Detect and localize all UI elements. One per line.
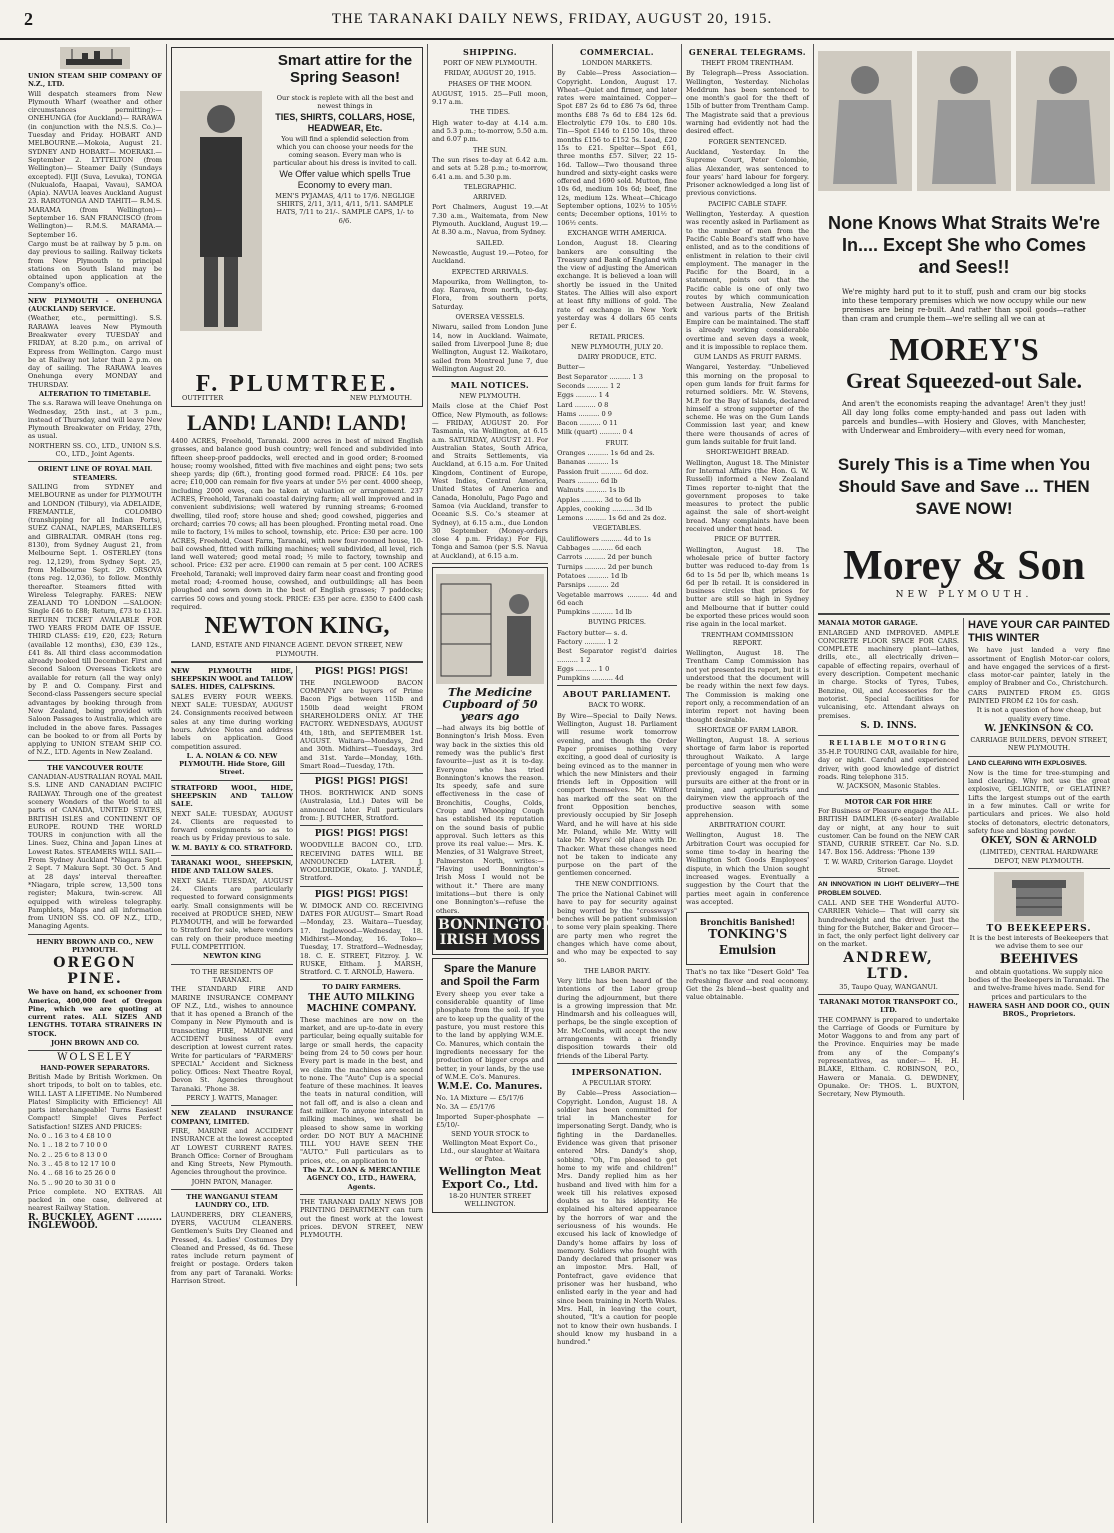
- manure-price: No. 1A Mixture — £5/17/6: [436, 1094, 524, 1103]
- manure-name: W.M.E. Co. Manures.: [437, 1082, 543, 1093]
- vancouver-title: THE VANCOUVER ROUTE: [47, 763, 143, 772]
- hire-title: MOTOR CAR FOR HIRE: [844, 797, 933, 806]
- car-painted-prices: CARS PAINTED FROM £5. GIGS PAINTED FROM £2 10s for cash.: [968, 688, 1110, 706]
- price-row: Best Separator regist'd dairies .......... 1 2: [557, 647, 677, 664]
- column-ads: [167, 44, 428, 1523]
- parliament-heading: ABOUT PARLIAMENT.: [562, 689, 672, 700]
- orient-title: ORIENT LINE OF ROYAL MAIL STEAMERS.: [37, 465, 153, 482]
- pigs-title: PIGS! PIGS! PIGS!: [314, 829, 409, 840]
- tonking-headline: Bronchitis Banished!: [699, 917, 796, 928]
- plumtree-offer: We Offer value which spells True Economy to every man.: [279, 168, 411, 190]
- standard-fire-body: THE STANDARD FIRE AND MARINE INSURANCE COMPANY OF N.Z., Ltd., wishes to announce that it has opened a Branch of the Company in New Plymouth and is transacting FIRE, MARINE and ACCIDENT business of every description at lowest current rates. Write for particulars of "FARMERS' SPECIAL" Accident and Sickness policy. Offices: Next Theatre Royal, Devon St. Agencies throughout Taranaki. 'Phone 38.: [171, 985, 293, 1093]
- sun-body: The sun rises to-day at 6.42 a.m. and sets at 5.28 p.m.; to-morrow, 6.41 a.m. and 5.30 p.m.: [432, 155, 548, 181]
- transport-body: THE COMPANY is prepared to undertake the Carriage of Goods or Furniture by Motor Waggons to and from any part of the Province. Enquiries may be made from any of the Company's representatives, as under:— H. H. BLAKE, Eltham. C. ROBINSON, P.O., Hawera or Manaia. G. DEWDNEY, Opunake. Or: THOS. L. BUXTON, Secretary, New Plymouth.: [818, 1015, 959, 1099]
- mail-np-heading: NEW PLYMOUTH.: [459, 392, 521, 401]
- cupboard-illustration: [436, 574, 544, 684]
- morey-body: We're mighty hard put to it to stuff, push and cram our big stocks into these temporary premises which we now occupy while our new premises are being re-built. And rather than spoil goods—rather than cram and crumple them—we're selling all we can at: [842, 288, 1086, 323]
- np-hide-body: SALES EVERY FOUR WEEKS. NEXT SALE: TUESDAY, AUGUST 24. Consignments received between sales at any time during working hours. Advice Notes and address labels on application. Good competition assured.: [171, 692, 293, 751]
- buying-heading: BUYING PRICES.: [588, 618, 646, 627]
- taranaki-wool-title: TARANAKI WOOL, SHEEPSKIN, HIDE AND TALLOW SALES.: [171, 859, 293, 876]
- union-sign: NORTHERN SS. CO., LTD., UNION S.S. CO., LTD., Joint Agents.: [28, 441, 162, 459]
- tea-body: That's no tax like "Desert Gold" Tea refreshing flavor and real economy. Get the 2s blend—best quality and value obtainable.: [686, 968, 809, 1002]
- morey-location: NEW PLYMOUTH.: [895, 590, 1033, 600]
- manure-headline: Spare the Manure and Spoil the Farm: [440, 962, 540, 988]
- trentham-body: By Telegraph—Press Association. Wellington, Yesterday. Nicholas Meddrum has been sentenced to one month's gaol for the theft of 15lb of butter from Trentham Camp. The Magistrate said that a previous warning had evidently not had the desired effect.: [686, 69, 809, 136]
- trentham-heading: THEFT FROM TRENTHAM.: [701, 59, 794, 67]
- story-heading: A PECULIAR STORY.: [582, 1078, 652, 1087]
- inglewood-bacon-body: THE INGLEWOOD BACON COMPANY are buyers of Prime Bacon Pigs between 115lb and 150lb dead weight FROM SHAREHOLDERS ONLY. AT THE FACTORY. WEDNESDAYS, AUGUST 4th, 18th, and SEPTEMBER 1st. AUGUST. Waitara—Mondays, 2nd and 30th. Midhirst—Tuesdays, 3rd and 31st. Yarde—Monday, 16th. Smart Road—Tuesday, 17th.: [300, 678, 423, 770]
- telegraphic-heading: TELEGRAPHIC.: [463, 182, 517, 191]
- wolseley-title: WOLSELEY: [57, 1052, 133, 1064]
- wolseley-row: No. 5 .. 90 20 to 30 31 0 0: [28, 1178, 116, 1187]
- price-row: Passion fruit .......... 6d doz.: [557, 467, 649, 476]
- residents-title: TO THE RESIDENTS OF TARANAKI.: [190, 967, 274, 984]
- manaia-body: ENLARGED AND IMPROVED. AMPLE CONCRETE FLOOR SPACE FOR CARS. COMPLETE machinery plant—lathes, drills, etc., all electrically driven—capable of effecting repairs, overhaul of every description. Competent mechanic in charge. Stocks of Tyres, Tubes, Benzine, Oil, and Accessories for the motorist. Special facilities for vulcanising, etc. Attendant always on premises.: [818, 628, 959, 720]
- price-row: Potatoes .......... 1d lb: [557, 571, 628, 580]
- watts-sign: PERCY J. WATTS, Manager.: [186, 1094, 278, 1103]
- wolseley-row: No. 1 .. 18 2 to 7 10 0 0: [28, 1141, 108, 1150]
- transport-title: TARANAKI MOTOR TRANSPORT CO., LTD.: [819, 997, 958, 1015]
- meat-company-address: 18-20 HUNTER STREET WELLINGTON.: [448, 1191, 532, 1208]
- sailed-body: Newcastle, August 19.—Poteo, for Auckland.: [432, 248, 548, 266]
- alteration-body: The s.s. Rarawa will leave Onehunga on Wednesday, 25th inst., at 3 p.m., instead of Thursday, and will leave New Plymouth Breakwater on Friday, 27th, as usual.: [28, 399, 162, 441]
- auto-milking-sign: The N.Z. LOAN & MERCANTILE AGENCY CO., LTD., HAWERA, Agents.: [302, 1166, 421, 1191]
- bonnington-ad: [432, 567, 569, 955]
- labour-heading: THE LABOR PARTY.: [583, 966, 651, 975]
- price-row: Apples, cooking .......... 3d lb: [557, 504, 652, 513]
- newton-king-sub: LAND, ESTATE AND FINANCE AGENT. DEVON STREET, NEW PLYMOUTH.: [191, 641, 403, 658]
- price-row: Turnips .......... 2d per bunch: [557, 562, 653, 571]
- tonking-ad: [686, 912, 809, 965]
- np-hide-title: NEW PLYMOUTH HIDE, SHEEPSKIN WOOL and TALLOW SALES. HIDES, CALFSKINS.: [171, 666, 293, 692]
- alteration-title: ALTERATION TO TIMETABLE.: [39, 389, 151, 398]
- arrived-body: Port Chalmers, August 19.—At 7.30 a.m., Waitemata, from New Plymouth. Auckland, August 19.—At 8.30 a.m., Navua, from Sydney.: [432, 203, 548, 237]
- sailed-heading: SAILED.: [476, 238, 504, 247]
- conditions-body: The price the National Cabinet will have to pay for security against being worried by the "crossways" benches will be patient submission to some very plain speaking. There are party men who regret the changes which have come about, and who may be expected to say so.: [557, 890, 677, 965]
- woodville-body: WOODVILLE BACON CO., LTD. RECEIVING DATES WILL BE ANNOUNCED LATER. J. WOOLDRIDGE, Okato. J. YANDLE, Stratford.: [300, 841, 423, 883]
- orient-body: SAILING from SYDNEY and MELBOURNE as under for PLYMOUTH and LONDON (Tilbury), via ADELAIDE, FREMANTLE, COLOMBO (transhipping for all Indian Ports), SUEZ CANAL, NAPLES, MARSEILLES and GIBRALTAR. OMRAH (tons reg. 8130), from Sydney August 21, from Melbourne Sept. 1. OSTERLEY (tons reg. 12,129), from Sydney Sept. 25, from Melbourne Sept. 29. ORSOVA (tons reg. 12,036), to follow. Monthly thereafter. Steamers fitted with Wireless Telegraphy. FARES: NEW ZEALAND TO LONDON —SALOON: Single £46 to £88; Return, £73 to £132. RETURN TICKET AVAILABLE FOR TWO YEARS FROM DATE OF ISSUE. THIRD CLASS: £19, £20, £23; Return (available 12 months), £30, £39 12s., £41 8s. All third class accommodation already booked till December. First and Second Saloon Overseas Tickets are available for return (all the way only) by P. and O. Company. First and Second-class Passengers secure special advantages by booking through from New Zealand, being provided with Saloon Passages to Australia, which are included in the above fares. Passages can be booked to or from all Ports by applying to UNION STEAM SHIP CO. of N.Z., LTD. Agents in New Zealand.: [28, 482, 162, 757]
- retail-heading: RETAIL PRICES.: [589, 332, 645, 341]
- union-title: UNION STEAM SHIP COMPANY OF N.Z., LTD.: [28, 72, 162, 89]
- dimock-body: W. DIMOCK AND CO. RECEIVING DATES FOR AUGUST— Smart Road—Monday, 23. Waitara—Tuesday, 17. Inglewood—Wednesday, 18. Midhirst—Monday, 16. Toko—Tuesday, 17. Stratford—Wednesday, 18. C. E. STREET, Fitzroy. J. W. RUSKE, Eltham. J. MARSH, Stratford. C. T. ARNOLD, Hawera.: [300, 901, 423, 977]
- job-printing-body: THE TARANAKI DAILY NEWS JOB PRINTING DEPARTMENT can turn out the finest work at the lowest prices. DEVON STREET, NEW PLYMOUTH.: [300, 1197, 423, 1240]
- morey-sale: Great Squeezed-out Sale.: [845, 368, 1083, 393]
- pigs-title: PIGS! PIGS! PIGS!: [314, 666, 409, 677]
- shipping-heading: SHIPPING.: [463, 47, 517, 57]
- labour-body: Very little has been heard of the intentions of the Labor group during the adjournment, but there is a growing impression that Mr. Hindmarsh and his colleagues will, perhaps, be the single exception of Mr. McCombs, will accept the new arrangements with a friendly disposition towards their old friends of the Liberal Party.: [557, 976, 677, 1060]
- price-row: Factory butter— s. d.: [557, 628, 628, 637]
- price-row: Vegetable marrows .......... 4d and 6d each: [557, 590, 677, 607]
- overseas-heading: OVERSEA VESSELS.: [455, 313, 525, 322]
- price-row: Pumpkins .......... 1d lb: [557, 608, 632, 617]
- beekeepers-title: TO BEEKEEPERS.: [986, 923, 1092, 934]
- vancouver-body: CANADIAN-AUSTRALIAN ROYAL MAIL S.S. LINE AND CANADIAN PACIFIC RAILWAY. Through one of the greatest scenery Wonders of the World to all parts of CANADA, UNITED STATES, BRITISH ISLES and CONTINENT OF EUROPE. ROUND THE WORLD TOURS in conjunction with all the Lines. Suez, China and Japan Lines at Lowest Rates. STEAMERS WILL SAIL— From Sydney Auckland *Niagara Sept. 2 Sept. 7 Makura Sept. 30 Oct. 5 And at 28 days' interval thereafter. *Niagara, triple screw, 13,500 tons register; Makura, twin-screw. All equipped with wireless telegraphy. Pamphlets, Maps and all information from UNION SS. CO. OF N.Z., LTD., Managing Agents.: [28, 773, 162, 931]
- mail-notices-heading: MAIL NOTICES.: [450, 380, 530, 391]
- newton-king-name: NEWTON KING,: [204, 613, 390, 640]
- woman-illustration: [1016, 51, 1110, 191]
- hire-body: For Business or Pleasure engage the ALL-BRITISH DAIMLER (6-seater) Available day or night, at any hour to suit customer. Can be found on the NEW CAR STAND, CURRIE STREET. Car No. S.D. 147. Box 156. Address: 'Phone 139: [818, 806, 959, 857]
- gentleman-illustration: [180, 91, 262, 331]
- price-row: Factory .......... 1 2: [557, 638, 618, 646]
- woman-illustration: [818, 51, 912, 191]
- wolseley-row: No. 2 .. 25 6 to 8 13 0 0: [28, 1150, 108, 1159]
- okey-sub: (LIMITED), CENTRAL HARDWARE DEPOT, NEW PLYMOUTH.: [979, 848, 1099, 865]
- nz-insurance-body: FIRE, MARINE and ACCIDENT INSURANCE at the lowest accepted AT LOWEST CURRENT RATES. Branch Office: Corner of Brougham and King Streets, New Plymouth. Agencies throughout the province.: [171, 1126, 293, 1177]
- auto-milking-title: THE AUTO MILKING MACHINE COMPANY.: [306, 992, 417, 1014]
- price-row: Lemons .......... 1s 6d and 2s doz.: [557, 514, 667, 523]
- morey-headline: None Knows What Straits We're In.... Except She who Comes and Sees!!: [828, 213, 1100, 277]
- price-row: Parsnips .......... 2d: [557, 581, 620, 590]
- pigs-title: PIGS! PIGS! PIGS!: [314, 889, 409, 900]
- price-row: Oranges .......... 1s 6d and 2s.: [557, 449, 655, 458]
- plumtree-body2: You will find a splendid selection from which you can choose your needs for the coming season. Every man who is particular about his dress is invited to call.: [273, 134, 417, 168]
- beehive-icon: [994, 872, 1084, 922]
- innovation-body: CALL AND SEE THE Wonderful AUTO-CARRIER Vehicle— That will carry six hundredweight and the driver. Just the thing for the Butcher, Baker and Grocer—in fact, the only perfect light delivery car on the market.: [818, 898, 959, 949]
- price-row: Butter—: [557, 363, 586, 372]
- bayly-sign: W. M. BAYLY & CO. STRATFORD.: [171, 843, 293, 852]
- inns-sign: S. D. INNS.: [860, 720, 917, 731]
- conditions-heading: THE NEW CONDITIONS.: [575, 879, 659, 888]
- forger-heading: FORGER SENTENCED.: [708, 137, 787, 146]
- price-row: Seconds .......... 1 2: [557, 381, 621, 390]
- parliament-body: By Wire—Special to Daily News. Wellington, August 18. Parliament will resume work tomorrow evening, and though the Order Paper promises nothing very exciting, a good deal of curiosity is being evinced as to the manner in which the new Ministers and their friends left in Opposition will comport themselves. Mr. Wilford has marked off the seat on the front Opposition benches, previously occupied by Sir Joseph Ward, and he will have at his side Mr. Poland, while Mr. Witty will take Mr. Myers' old place with Dr. Thacker. What these changes need not be taken to indicate any purpose on the part of the gentlemen concerned.: [557, 711, 677, 878]
- story-body: By Cable—Press Association—Copyright. London, August 18. A soldier has been committed for trial in Manchester for impersonating Sergt. Dandy, who is fighting in the Dardanelles. Evidence was given that prisoner entered Mrs. Dandy's shop, sobbing. "Oh, I'm pleased to get home to my wife and children!" Mrs. Dandy replied him as her husband and lived with him for a week till his relatives exposed doubts as to his identity. He explained his altered appearance by the horrors of war and the seriousness of his wounds. He excused his lack of knowledge of Dandy's home affairs by loss of memory. Soldiers who fought with Dandy declared that prisoner was an impostor. Mrs. Hall, of Pontefract, gave evidence that prisoner was her husband, who enlisted early in the year and had since been training in North Wales. Mrs. Hall, in leaving the court, shouted, "It's a caution for people not to know their own husbands. I should know my husband in a hundred.": [557, 1089, 677, 1347]
- mail-body: Mails close at the Chief Post Office, New Plymouth, as follows:— FRIDAY, AUGUST 20. For Tasmania, via Wellington, at 6.15 a.m. SATURDAY, AUGUST 21. For Australian States, South Africa, and Straits Settlements, via Auckland, at 6.15 a.m. For United Kingdom, Continent of Europe, West Indies, Central America, United States of America and Canada, Honolulu, Pago Pago and Samoa (via Auckland, transfer to Oceanic S.S. Co.'s steamer at Sydney), at 6.15 a.m., due London 30 September. (Money-orders close 4 p.m. Friday.) For Fiji, Tonga and Samoa (per S.S. Navua at Auckland), at 6.15 a.m.: [432, 402, 548, 560]
- impersonation-heading: IMPERSONATION.: [571, 1066, 663, 1077]
- date-line: FRIDAY, AUGUST 20, 1915.: [444, 69, 536, 78]
- morey-body2: And aren't the economists reaping the advantage! Aren't they just! All day long folks come empty-handed and pass out laden with parcels and bundles—with Hosiery and Gloves, with Manchester, with Underwear and Embroidery—with every need for woman,: [842, 400, 1086, 435]
- wolseley-body: British Made by British Workmen. On short tripods, to bolt on to tables, etc. WILL LAST A LIFETIME. No Numbered Plates! Simplicity with Efficiency! All parts interchangeable! Turns Easiest! Compact! Simple! Gives Perfect Satisfaction! SIZES AND PRICES:: [28, 1072, 162, 1131]
- column-large-ads: [814, 44, 1114, 1523]
- page-number: 2: [24, 8, 34, 29]
- exchange-body: London, August 18. Clearing bankers are consulting the Treasury and Bank of England with the view of adjusting the American exchange. It is believed a loan will shortly be issued in the United States. The Allies will also export at least fifty millions of gold. The rate of exchange in New York yesterday was 4 dollars 65 cents per £.: [557, 239, 677, 331]
- overseas-body: Niwaru, sailed from London June 14, now in Auckland. Waimate, sailed from Liverpool June 8; due Wellington, August 12. Waikotaro, sailed from Montreal June 7, due Wellington August 20.: [432, 323, 548, 373]
- land-title: LAND! LAND! LAND!: [187, 410, 407, 435]
- wanganui-laundry-body: LAUNDERERS, DRY CLEANERS, DYERS, VACUUM CLEANERS. Gentlemen's Suits Dry Cleaned and Pressed, 4s. Ladies' Costumes Dry Cleaned and Pressed, 4s 6d. These rates include return payment of freight or postage. Orders taken from any part of Taranaki. Works: Harrison Street.: [171, 1210, 293, 1286]
- tides-body: High water to-day at 4.14 a.m. and 5.3 p.m.; to-morrow, 5.50 a.m. and 6.07 p.m.: [432, 118, 548, 144]
- hawera-sign: HAWERA SASH AND DOOR CO., QUIN BROS., Proprietors.: [968, 1001, 1110, 1019]
- column-shipping-news: [428, 44, 569, 1523]
- pigs-title: PIGS! PIGS! PIGS!: [314, 777, 409, 788]
- newton-king-sign: NEWTON KING: [203, 952, 261, 961]
- cable-body: Wellington, Yesterday. A question was recently asked in Parliament as to the number of men from the Pacific Cable Board's staff who have enlisted, and as to the conditions of enlistment in relation to their civil employment. The manager in the Pacific for the Board, in a statement, points out that the Pacific cable is one of only two routes by which communication between Australia, New Zealand and various parts of the British Empire can be maintained. The staff is already working considerable overtime and seven days a week, and it is impossible to replace them.: [686, 210, 809, 351]
- short-weight-body: Wellington, August 18. The Minister for Internal Affairs (the Hon. G. W. Russell) informed a New Zealand Times reporter to-night that the government proposes to take measures to protect the public against the sale of short-weight bread. Many complaints have been received under that head.: [686, 458, 809, 534]
- wolseley-row: No. 3 .. 45 8 to 12 17 10 0: [28, 1159, 116, 1168]
- forger-body: Auckland, Yesterday. In the Supreme Court, Peter Colombie, alias Alexander, was sentenced to four years' hard labour for forgery. Prisoner acknowledged a long list of previous convictions.: [686, 147, 809, 198]
- dairy-farmers-title: TO DAIRY FARMERS.: [322, 983, 401, 992]
- column-commercial: [553, 44, 682, 1523]
- manure-ad: [432, 958, 548, 1213]
- manure-foot: SEND YOUR STOCK to Wellington Meat Export Co., Ltd., our slaughter at Waitara or Patea.: [440, 1130, 540, 1164]
- moon-body: AUGUST, 1915. 25—Full moon, 9.17 a.m.: [432, 89, 548, 107]
- price-row: Apples .......... 3d to 6d lb: [557, 495, 641, 504]
- commission-heading: TRENTHAM COMMISSION REPORT.: [701, 630, 794, 647]
- plumtree-items: TIES, SHIRTS, COLLARS, HOSE, HEADWEAR, Etc.: [275, 111, 415, 133]
- morey-illustration-row: [818, 48, 1110, 188]
- price-row: Cauliflowers .......... 4d to 1s: [557, 534, 651, 543]
- price-row: Milk (quart) .......... 0 4: [557, 428, 634, 437]
- tonking-name: TONKING'S Emulsion: [707, 927, 788, 959]
- innovation-title: AN INNOVATION IN LIGHT DELIVERY—THE PROBLEM SOLVED.: [818, 881, 959, 897]
- beekeepers-body2: and obtain quotations. We supply nice bodies of the Beekeepers in Taranaki. The and twelve-frame hives made. Send for prices and particulars to the: [968, 967, 1110, 1001]
- commission-body: Wellington, August 18. The Trentham Camp Commission has not yet presented its report, but it is understood that the document will be ready within the next few days. The Commission is making one report only, a recommendation of an interim report not having been thought desirable.: [686, 649, 809, 724]
- arbitration-heading: ARBITRATION COURT.: [709, 821, 786, 830]
- gum-lands-heading: GUM LANDS AS FRUIT FARMS.: [693, 353, 802, 362]
- plumtree-prices: MEN'S PYJAMAS, 4/11 to 17/6. NEGLIGE SHIRTS, 2/11, 3/11, 4/11, 5/11. SAMPLE HATS, 7/11 to 21/-. SAMPLE CAPS, 1/- to 6/6.: [275, 191, 415, 225]
- wolseley-foot: Price complete. NO EXTRAS. All packed in one case, delivered at nearest Railway Station.: [28, 1187, 162, 1213]
- bonnington-body: —had always its big bottle of Bonnington's Irish Moss. Even way back in the sixties this old remedy was the public's first favourite—just as it is to-day. Everyone who has tried Bonnington's knows the reason. Its speedy, safe and sure effectiveness in the case of Bronchitis, Coughs, Colds, Croup and Whooping Cough has established its reputation on the sound basis of public approval. Such letters as this prove its real value:— Mrs. K. Menzies, of 31 Walgrave Street, Palmerston North, writes:— "Having used Bonnington's Irish Moss I would not be without it." There are many imitations—but there is only one Bonnington's—refuse the others.: [436, 724, 544, 915]
- price-row: Eggs .......... 1 4: [557, 391, 610, 400]
- buckley-sign: R. BUCKLEY, AGENT ........ INGLEWOOD.: [28, 1212, 162, 1231]
- expected-body: Mapourika, from Wellington, to-day. Rarawa, from north, to-day. Flora, from southern ports, Saturday.: [432, 277, 548, 311]
- wanganui-laundry-title: THE WANGANUI STEAM LAUNDRY CO., LTD.: [186, 1193, 278, 1210]
- exchange-heading: EXCHANGE WITH AMERICA.: [567, 228, 667, 237]
- andrew-address: 35, Taupo Quay, WANGANUI.: [839, 982, 938, 991]
- woman-illustration: [917, 51, 1011, 191]
- morey-son-name: Morey & Son: [843, 543, 1085, 589]
- taranaki-wool-body: NEXT SALE: TUESDAY, AUGUST 24. Clients are particularly requested to forward consignments early. Small consignments will be received at PRODUCE SHED, NEW PLYMOUTH, and will be forwarded to Stratford for sale, where vendors can rely on their produce meeting FULL COMPETITION.: [171, 876, 293, 952]
- jenkinson-sub: CARRIAGE BUILDERS, DEVON STREET, NEW PLYMOUTH.: [970, 735, 1108, 753]
- car-painted-title: HAVE YOUR CAR PAINTED THIS WINTER: [968, 619, 1110, 645]
- short-weight-heading: SHORT-WEIGHT BREAD.: [706, 448, 789, 457]
- column-shipping-ads: [24, 44, 167, 1523]
- gum-lands-body: Wangarei, Yesterday. "Unbelieved this morning on the proposal to open gum lands for fruit farms for returned soldiers. Mr. W. Stevens, M.P. for the Bay of Islands, declared himself a strong supporter of the scheme. He was on the Gum Lands Commission last year, and knew there were thousands of acres of gum lands suitable for fruit land.: [686, 363, 809, 447]
- column-telegrams: [682, 44, 814, 1523]
- morey-headline2: Surely This is a Time when You Should Save and Save ... THEN SAVE NOW!: [837, 455, 1091, 518]
- plumtree-name: F. PLUMTREE.: [195, 370, 399, 397]
- manure-price: Imported Super-phosphate — £5/10/-: [436, 1112, 544, 1130]
- dairy-heading: DAIRY PRODUCE, ETC.: [577, 353, 657, 362]
- manure-body: Every sheep you ever take a considerable quantity of lime phosphate from the soil. If you are to keep up the quality of the pasture, you must restore this to the land by applying W.M.E. Co. Manures, which contain the ingredients necessary for the production of bigger crops and better, in your lands, by the use of W.M.E. Co's. Manures.: [436, 989, 544, 1081]
- okey-name: OKEY, SON & ARNOLD: [981, 836, 1097, 847]
- price-row: Bacon .......... 0 11: [557, 419, 618, 428]
- general-telegrams-heading: GENERAL TELEGRAMS.: [688, 47, 807, 57]
- london-body: By Cable—Press Association—Copyright. London, August 17. Wheat—Quiet and firmer, and later rates were maintained. Copper—Spot £87 2s 6d to £86 7s 6d, three months £88 7s 6d to £84 12s 6d. Electrolytic £79 10s. to £80 10s. Tin—Spot £146 to £150 10s, three months £156 to £152 5s. Lead, £20 15s to £21. Spelter—Spot £61, three months £57. Silver, 22 15-16d. Tallow—Two thousand three hundred and sixty-eight casks were offered and 1690 sold. Mutton, fine 10s 6d, medium 10s 6d; beef, fine 12s, medium 12s. Wheat—Chicago September options, 102½ to 105½ cents; December options, 101½ to 106½ cents.: [557, 69, 677, 227]
- brown-title: HENRY BROWN AND CO., NEW PLYMOUTH.: [36, 937, 154, 954]
- reliable-body: 35-H.P. TOURING CAR, available for hire, day or night. Careful and experienced driver, with good knowledge of district roads. Ring telephone 315.: [818, 748, 959, 782]
- beehives-label: BEEHIVES: [999, 951, 1079, 967]
- price-row: Carrots .......... 2d per bunch: [557, 553, 652, 562]
- newspaper-title: THE TARANAKI DAILY NEWS, FRIDAY, AUGUST 20, 1915.: [331, 10, 773, 27]
- price-row: Pumpkins .......... 4d: [557, 674, 624, 683]
- butter-heading: PRICE OF BUTTER.: [714, 535, 781, 544]
- price-row: Pears .......... 6d lb: [557, 476, 618, 485]
- car-painted-note: It is not a question of how cheap, but quality every time.: [976, 706, 1102, 723]
- onehunga-body: (Weather, etc., permitting). S.S. RARAWA leaves New Plymouth Breakwater every TUESDAY and FRIDAY, at 8.20 p.m., on arrival of Express from Wellington. Cargo must be at Railway not later than 2 p.m. on day of sailing. The RARAWA leaves Onehunga every MONDAY and THURSDAY.: [28, 314, 162, 389]
- plumtree-ad: [171, 47, 423, 407]
- price-row: Walnuts .......... 1s lb: [557, 486, 625, 495]
- butter-body: Wellington, August 18. The wholesale price of butter factory butter was reduced to-day from 1s 6d to 1s 5d per lb, which means 1s 6d per lb retail. It is considered in business circles that prices for butter are still so high in Sydney and Melbourne that if butter could be exported these prices would soon rise again in the local market.: [686, 545, 809, 629]
- clearing-body: Now is the time for tree-stumping and land clearing. Why not use the great explosive, GELIGNITE, or GELATINE? Lifts the largest stumps out of the earth in a few minutes. Call or write for particulars and prices. We also hold stocks of detonators, electric detonators, safety fuse and blasting powder.: [968, 768, 1110, 835]
- jackson-sign: W. JACKSON, Masonic Stables.: [836, 782, 941, 791]
- expected-heading: EXPECTED ARRIVALS.: [451, 267, 529, 276]
- plumtree-headline: Smart attire for the Spring Season!: [277, 52, 413, 86]
- plumtree-body: Our stock is replete with all the best and newest things in: [276, 94, 414, 111]
- auto-milking-body: These machines are now on the market, and are up-to-date in every particular, being equally suitable for large or small herds, the capacity being from 24 to 50 cows per hour. Every part is made in the best, and we claim the machines are second to none. The "Auto" Cup is a special feature of these machines. It leaves the teats in natural condition, will not fall off, and is also a clean and fast milker. To anyone interested in milking machines, we shall be pleased to show same in working order. DO NOT BUY A MACHINE TILL YOU HAVE SEEN THE "AUTO." Full particulars as to prices, etc., on application to: [300, 1015, 423, 1165]
- cable-heading: PACIFIC CABLE STAFF.: [708, 199, 787, 208]
- nolan-sign: L. A. NOLAN & CO. NEW PLYMOUTH. Hide Store, Gill Street.: [179, 751, 285, 777]
- steamship-icon: [60, 47, 130, 69]
- moon-heading: PHASES OF THE MOON.: [448, 79, 532, 88]
- jenkinson-name: W. JENKINSON & CO.: [984, 723, 1094, 734]
- bonnington-logo: BONNINGTON'S IRISH MOSS: [438, 916, 569, 948]
- tides-heading: THE TIDES.: [470, 108, 510, 117]
- clearing-title: LAND CLEARING WITH EXPLOSIVES.: [968, 759, 1087, 767]
- car-painted-body: We have just landed a very fine assortment of English Motor-car colors, and have engaged the services of a first-class motor-car painter, lately in the employ of Brabner and Co., Christchurch.: [968, 646, 1110, 688]
- price-row: Best Separator .......... 1 3: [557, 372, 643, 381]
- price-row: Bananas .......... 1s: [557, 458, 619, 467]
- price-row: Eggs .......... 1 0: [557, 664, 610, 673]
- oregon-pine: OREGON PINE.: [53, 955, 137, 988]
- manure-price: No. 3A — £5/17/6: [436, 1103, 495, 1112]
- price-row: Hams .......... 0 9: [557, 409, 612, 418]
- union-cargo: Cargo must be at railway by 5 p.m. on day previous to sailing. Railway tickets from New Plymouth to principal stations on South Island may be obtained upon application at the Company's office.: [28, 239, 162, 290]
- price-row: Lard .......... 0 8: [557, 400, 609, 409]
- paton-sign: JOHN PATON, Manager.: [191, 1177, 273, 1186]
- reliable-title: RELIABLE MOTORING: [829, 738, 948, 747]
- wolseley-row: No. 4 .. 68 16 to 25 26 0 0: [28, 1169, 116, 1178]
- bonnington-headline: The Medicine Cupboard of 50 years ago: [442, 686, 538, 724]
- masthead: [0, 0, 1114, 40]
- shortage-body: Wellington, August 18. A serious shortage of farm labor is reported throughout Waikato. A large percentage of young men who were previously engaged in farming pursuits are either at the front or in training, and agriculturists and dairymen view the approach of the productive season with some apprehension.: [686, 736, 809, 819]
- fruit-heading: FRUIT.: [605, 438, 629, 447]
- beekeepers-body: It is the best interests of Beekeepers that we advise them to see our: [969, 934, 1109, 951]
- manaia-title: MANAIA MOTOR GARAGE.: [818, 619, 918, 628]
- plumtree-location: NEW PLYMOUTH.: [349, 393, 412, 402]
- arrived-heading: ARRIVED.: [473, 193, 507, 202]
- arbitration-body: Wellington, August 18. The Arbitration Court was occupied for some time to-day in hearing the Wellington Soft Goods Employees' dispute, in which the Union sought increased wages. Eventually a suggestion by the Court that the parties meet again in conference was accepted.: [686, 831, 809, 906]
- meat-company-name: Wellington Meat Export Co., Ltd.: [438, 1164, 542, 1191]
- plumtree-outfitter: OUTFITTER: [182, 393, 224, 402]
- veg-heading: VEGETABLES.: [592, 524, 642, 533]
- price-row: Cabbages .......... 6d each: [557, 544, 642, 553]
- land-body: 4400 ACRES, Freehold, Taranaki. 2000 acres in best of mixed English grasses, and balance good bush country; well fenced and subdivided into fifteen sheep-proof paddocks, well erected and in good order; 8-roomed house; roomy woolshed, fitted with five machines and eight pens; two sets sheep yards; dip (6ft.), fronting good formed road. PRICE: £4 10s. per acre; £10,000 can remain for five years at under 5½ per cent. 4000 sheep, including 2000 ewes, can be taken at valuation or arrangement. 237 ACRES, Freehold, Taranaki coastal dairying farm; all well improved and in convenient subdivisions; well watered by running streams; 6-roomed dwelling, tiled roof; store house and shed; good cowshed, piggeries and orchard; carries 70 cows; all has been ploughed. Fronting metal road. One mile to factory, 1¼ miles to school, township, etc. Price: £30 per acre. 100 ACRES, Freehold, Coast Farm, Taranaki, with new four-roomed house, 10-bail cowshed, fitted with milking machines; well subdivided, all level, rich land well watered; good metal road; ½ mile to factory, township and school. Price: £32 per acre. £1900 can remain at 5 per cent. 100 ACRES Freehold, Taranaki; well improved dairy farm near coast and fronting good metal road; 4-roomed house, cowshed, and outbuildings; all has been ploughed and sown down in the best of English grasses; 7 paddocks; carries 50 cows and young stock. PRICE: £35 per acre. £350 to £400 cash required.: [171, 437, 423, 611]
- ward-sign: T. W. WARD, Criterion Garage. Lloydet Street.: [824, 857, 953, 875]
- nz-insurance-title: NEW ZEALAND INSURANCE COMPANY, LIMITED.: [171, 1109, 293, 1126]
- oregon-body: We have on hand, ex schooner from America, 400,000 feet of Oregon Pine, which we are quoting at current rates. ALL SIZES AND LENGTHS. TOTARA STRAINERS IN STOCK.: [28, 988, 162, 1038]
- shortage-heading: SHORTAGE OF FARM LABOR.: [696, 725, 799, 734]
- stratford-title: STRATFORD WOOL, HIDE, SHEEPSKIN AND TALLOW SALE.: [171, 783, 293, 809]
- stratford-body: NEXT SALE: TUESDAY, AUGUST 24. Clients are requested to forward consignments so as to reach us by Friday previous to sale.: [171, 809, 293, 843]
- back-to-work-heading: BACK TO WORK.: [588, 701, 646, 710]
- retail-date: NEW PLYMOUTH, JULY 20.: [570, 342, 664, 351]
- onehunga-title: NEW PLYMOUTH - ONEHUNGA (AUCKLAND) SERVICE.: [28, 296, 162, 314]
- wolseley-sub: HAND-POWER SEPARATORS.: [40, 1063, 150, 1072]
- andrew-name: ANDREW, LTD.: [843, 949, 934, 982]
- london-heading: LONDON MARKETS.: [581, 59, 653, 67]
- union-body: Will despatch steamers from New Plymouth Wharf (weather and other circumstances permitting):— ONEHUNGA (for Auckland)— RARAWA (in conjunction with the N.S.S. Co.)—Tuesday and Friday. HOBART AND MELBOURNE.—Mokoia, August 21. SYDNEY AND HOBART— MOERAKI.—September 2. LYTTELTON (from Wellington)— Steamer Daily (Sundays excepted). FIJI (Suva, Levuka), TONGA (Nukualofa, Haapai, Vavau), SAMOA (Apia). NAVUA leaves Auckland August 23. RAROTONGA AND TAHITI— R.M.S. MARAMA (from Wellington)— September 16. SAN FRANCISCO (from Wellington)— R.M.S. MARAMA.—September 16.: [28, 89, 162, 239]
- port-heading: PORT OF NEW PLYMOUTH.: [442, 59, 538, 67]
- wolseley-row: No. 0 .. 16 3 to 4 £8 10 0: [28, 1132, 112, 1141]
- brown-sign: JOHN BROWN AND CO.: [51, 1039, 139, 1048]
- commercial-heading: COMMERCIAL.: [579, 47, 655, 57]
- morey-name: MOREY'S: [889, 331, 1039, 367]
- borthwick-body: THOS. BORTHWICK AND SONS (Australasia, Ltd.) Dates will be announced later. Full particulars from: J. BUTCHER, Stratford.: [300, 789, 423, 822]
- sun-heading: THE SUN.: [472, 145, 508, 154]
